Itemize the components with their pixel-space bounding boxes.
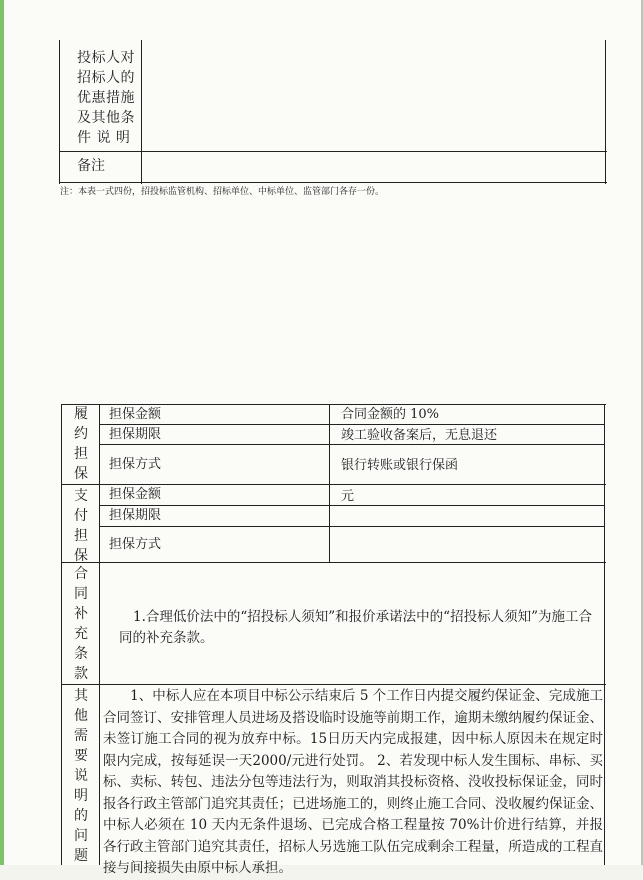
remark-label: 备注 [77,158,105,174]
pay-amount-label: 担保金额 [109,487,162,502]
pay-amount-value: 元 [341,489,355,504]
perf-method-label: 担保方式 [109,457,162,472]
other-issues-text: 1、中标人应在本项目中标公示结束后 5 个工作日内提交履约保证金、完成施工合同签订、安排管理人员进场及搭设临时设施等前期工作，逾期未缴纳履约保证金、未签订施工合同的视为放弃中标。15日历天内完成报建，因中标人原因未在规定时限内完成，按每延误一天2000/元进行处罚。 2、若发现中标人发生围标、串标、买标、卖标、转包、违法分包等违法行为，则取消其投标资格、没收投标保证金，同时报各行政主管部门追究其责任；已进场施工的，则终止施工合同、没收履约保证金、中标人必须在 10 天内无条件退场、已完成合格工程量按 70%计价进行结算，并报各行政主管部门追究其责任，招标人另选施工队伍完成剩余工程量，所造成的工程直接与间接损失由原中标人承担。 [103,688,603,876]
perf-amount-label: 担保金额 [109,407,162,422]
payment-guarantee-label: 支 付 担 保 [74,488,88,564]
label-line: 件 说 明 [77,130,131,146]
supplementary-clause-label: 合 同 补 充 条 款 [74,566,88,682]
page-left-edge [0,0,4,865]
label-line: 优惠措施 [77,90,135,106]
perf-period-label: 担保期限 [109,427,162,442]
footnote: 注：本表一式四份，招投标监管机构、招标单位、中标单位、监管部门各存一份。 [60,187,385,197]
bidder-terms-table [59,40,607,184]
pay-period-label: 担保期限 [109,508,162,523]
label-line: 及其他条 [77,110,135,126]
pay-method-label: 担保方式 [109,537,162,552]
bidder-offer-label [77,48,141,148]
guarantee-table [61,404,606,876]
supplementary-clause-text: 1.合理低价法中的“招投标人须知”和报价承诺法中的“招投标人须知”为施工合同的补充条款。 [119,609,592,646]
perf-amount-value: 合同金额的 10% [341,407,440,422]
label-line: 投标人对 [77,50,135,66]
other-issues-label: 其 他 需 要 说 明 的 问 题 [74,688,88,864]
performance-guarantee-label: 履 约 担 保 [74,406,88,482]
label-line: 招标人的 [77,70,135,86]
perf-period-value: 竣工验收备案后，无息退还 [341,428,498,443]
perf-method-value: 银行转账或银行保函 [341,458,459,473]
